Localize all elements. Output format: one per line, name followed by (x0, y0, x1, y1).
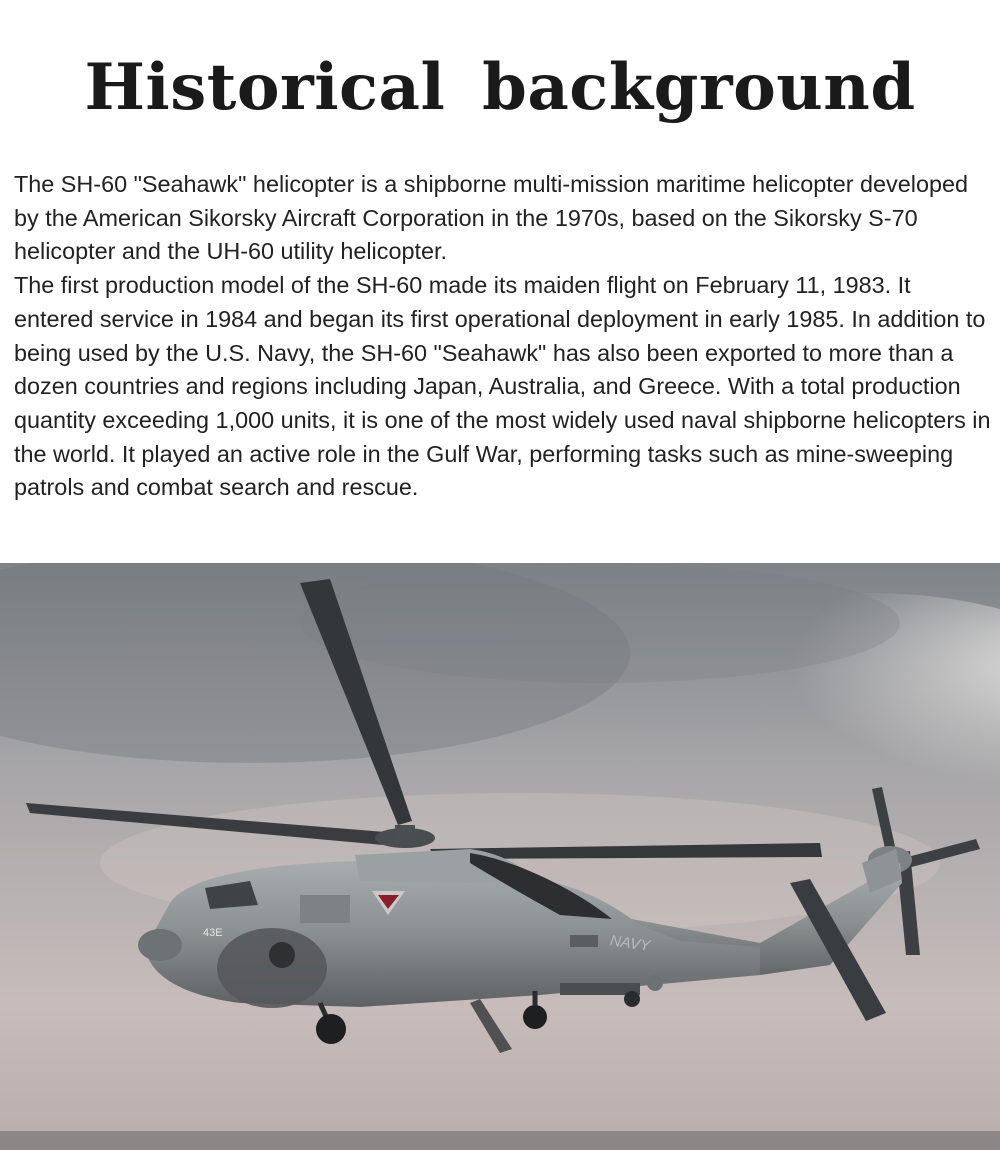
nose-section (138, 929, 182, 961)
page-title: Historical background (84, 50, 916, 125)
paragraph-intro: The SH-60 "Seahawk" helicopter is a shipborne multi-mission maritime helicopter developed by the American Sikorsky Aircraft Corporation in the 1970s, based on the Sikorsky S-70 helicopter and the UH-60 utility helicopter. (14, 171, 968, 265)
helicopter-photo (0, 563, 1000, 1150)
navy-marking: NAVY (608, 932, 651, 955)
horizon-line (0, 1131, 1000, 1150)
article-body (14, 168, 994, 505)
fuselage-number: 43E (203, 927, 223, 939)
paragraph-history: The first production model of the SH-60 made its maiden flight on February 11, 1983. It entered service in 1984 and began its first operational deployment in early 1985. In addition to being used by the U.S. Navy, the SH-60 "Seahawk" has also been exported to more than a dozen countries and regions including Japan, Australia, and Greece. With a total production quantity exceeding 1,000 units, it is one of the most widely used naval shipborne helicopters in the world. It played an active role in the Gulf War, performing tasks such as mine-sweeping patrols and combat search and rescue. (14, 272, 991, 501)
